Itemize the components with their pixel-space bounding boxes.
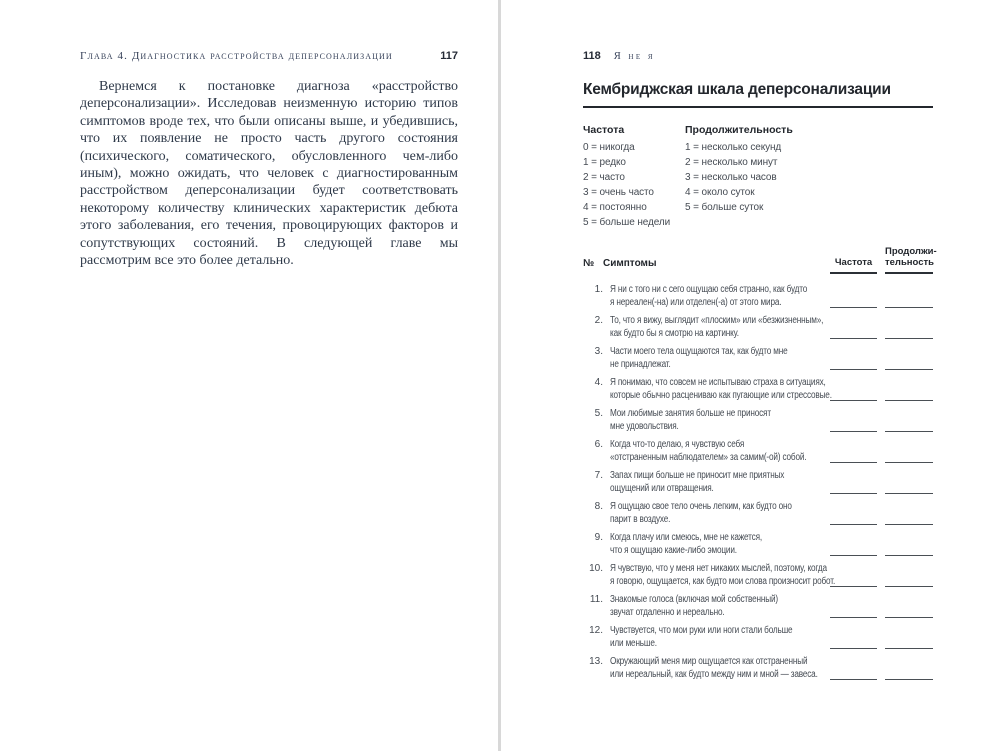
duration-answer-blank <box>885 369 933 370</box>
duration-answer-blank <box>885 586 933 587</box>
frequency-answer-blank <box>830 431 877 432</box>
duration-answer-blank <box>885 493 933 494</box>
symptom-number: 13. <box>589 656 603 667</box>
symptoms-table <box>583 246 937 681</box>
frequency-answer-blank <box>830 648 877 649</box>
chapter-running-title: Глава 4. Диагностика расстройства деперсонализации <box>80 50 393 62</box>
symptom-number: 3. <box>594 346 603 357</box>
legend-item: 0 = никогда <box>583 142 635 153</box>
symptom-number: 5. <box>594 408 603 419</box>
duration-answer-blank <box>885 400 933 401</box>
symptom-text <box>610 531 830 557</box>
symptom-text-line: Я понимаю, что совсем не испытываю страха в ситуациях, <box>610 377 826 388</box>
duration-answer-blank <box>885 679 933 680</box>
running-head-right <box>583 50 933 62</box>
duration-answer-blank <box>885 431 933 432</box>
symptom-text-line: Части моего тела ощущаются так, как будто мне <box>610 346 788 357</box>
symptom-number: 1. <box>594 284 603 295</box>
duration-header-line2: тельность <box>885 256 935 268</box>
duration-column-header <box>885 246 937 274</box>
symptom-text <box>610 345 830 371</box>
symptom-text-line: Окружающий меня мир ощущается как отстраненный <box>610 656 808 667</box>
symptom-text-line: Чувствуется, что мои руки или ноги стали больше <box>610 625 793 636</box>
frequency-answer-blank <box>830 524 877 525</box>
symptom-row <box>583 500 933 526</box>
symptom-row <box>583 345 933 371</box>
symptom-text <box>610 407 830 433</box>
symptom-text-line: Мои любимые занятия больше не приносят <box>610 408 771 419</box>
symptom-row <box>583 469 933 495</box>
legend-item: 5 = больше недели <box>583 217 671 228</box>
frequency-answer-blank <box>830 400 877 401</box>
symptom-text-line: «отстраненным наблюдателем» за самим(-ой) собой. <box>610 452 807 463</box>
duration-legend-items <box>685 140 933 215</box>
frequency-column-header: Частота <box>830 258 877 275</box>
symptom-text-line: Запах пищи больше не приносит мне приятных <box>610 470 785 481</box>
symptom-text <box>610 314 830 340</box>
symptom-number: 11. <box>589 594 603 605</box>
symptom-text-line: Я чувствую, что у меня нет никаких мыслей, поэтому, когда <box>610 563 827 574</box>
symptom-text-line: Я ни с того ни с сего ощущаю себя странно, как будто <box>610 284 808 295</box>
page-left <box>80 50 458 269</box>
symptom-number: 7. <box>594 470 603 481</box>
symptom-text <box>610 438 830 464</box>
frequency-answer-blank <box>830 493 877 494</box>
symptom-row <box>583 593 933 619</box>
symptom-number: 10. <box>589 563 603 574</box>
duration-answer-blank <box>885 555 933 556</box>
duration-answer-blank <box>885 338 933 339</box>
legend-item: 2 = несколько минут <box>685 157 778 168</box>
frequency-answer-blank <box>830 679 877 680</box>
frequency-answer-blank <box>830 555 877 556</box>
duration-answer-blank <box>885 617 933 618</box>
duration-legend-title: Продолжительность <box>685 124 793 136</box>
symptom-text-line: То, что я вижу, выглядит «плоским» или «безжизненным», <box>610 315 824 326</box>
symptom-number: 8. <box>594 501 603 512</box>
page-gutter <box>498 0 501 751</box>
frequency-answer-blank <box>830 586 877 587</box>
symptom-text-line: или меньше. <box>610 638 657 649</box>
legend-item: 1 = несколько секунд <box>685 142 782 153</box>
symptom-row <box>583 531 933 557</box>
symptom-text-line: Когда плачу или смеюсь, мне не кажется, <box>610 532 763 543</box>
duration-header-line1: Продолжи- <box>885 246 937 257</box>
legend-item: 3 = очень часто <box>583 187 654 198</box>
symptom-text-line: или нереальный, как будто между ним и мной — завеса. <box>610 669 818 680</box>
running-head-left <box>80 50 458 62</box>
book-title-running: Я не я <box>613 51 656 62</box>
symptom-rows <box>583 283 933 681</box>
page-number-left: 117 <box>440 50 458 62</box>
symptom-row <box>583 624 933 650</box>
symptom-text-line: которые обычно расцениваю как пугающие или стрессовые. <box>610 390 832 401</box>
symptom-row <box>583 438 933 464</box>
legend-item: 3 = несколько часов <box>685 172 777 183</box>
legend-item: 4 = постоянно <box>583 202 647 213</box>
symptom-text-line: Я ощущаю свое тело очень легким, как будто оно <box>610 501 792 512</box>
symptom-text <box>610 624 830 650</box>
legend <box>583 123 933 230</box>
legend-item: 5 = больше суток <box>685 202 764 213</box>
symptom-text <box>610 283 830 309</box>
page-right <box>583 50 937 681</box>
symptom-row <box>583 655 933 681</box>
symptom-text <box>610 562 836 588</box>
symptom-row <box>583 407 933 433</box>
frequency-answer-blank <box>830 369 877 370</box>
legend-item: 1 = редко <box>583 157 626 168</box>
duration-answer-blank <box>885 462 933 463</box>
frequency-answer-blank <box>830 462 877 463</box>
frequency-answer-blank <box>830 338 877 339</box>
duration-answer-blank <box>885 648 933 649</box>
symptom-text-line: Знакомые голоса (включая мой собственный) <box>610 594 778 605</box>
symptom-text <box>610 376 830 402</box>
symptoms-column-header: Симптомы <box>603 258 657 269</box>
symptom-text-line: мне удовольствия. <box>610 421 679 432</box>
legend-item: 2 = часто <box>583 172 625 183</box>
frequency-answer-blank <box>830 307 877 308</box>
symptom-number: 4. <box>594 377 603 388</box>
body-paragraph: Вернемся к постановке диагноза «расстройство деперсонализации». Исследовав неизменную историю типов симптомов вроде тех, что были описаны выше, и убедившись, что их появление не просто часть другого состояния (психического, соматического, обусловленного чем-либо иным), можно ожидать, что человек с диагностированным расстройством деперсонализации будет соответствовать некоторому количеству клинических характеристик дебюта этого заболевания, его течения, провоцирующих факторов и сопутствующих состояний. В следующей главе мы рассмотрим все это более детально. <box>80 79 458 269</box>
frequency-legend-title: Частота <box>583 124 625 136</box>
frequency-legend <box>583 123 685 230</box>
duration-answer-blank <box>885 307 933 308</box>
duration-answer-blank <box>885 524 933 525</box>
symptom-row <box>583 314 933 340</box>
symptom-text <box>610 500 830 526</box>
symptom-number: 9. <box>594 532 603 543</box>
duration-legend <box>685 123 933 230</box>
symptom-text-line: как будто бы я смотрю на картинку. <box>610 328 739 339</box>
scale-title: Кембриджская шкала деперсонализации <box>583 81 933 108</box>
page-number-right: 118 <box>583 50 601 62</box>
symptom-text-line: не принадлежат. <box>610 359 671 370</box>
frequency-legend-items <box>583 140 685 230</box>
symptom-text <box>610 655 830 681</box>
symptom-number: 12. <box>589 625 603 636</box>
symptom-row <box>583 562 933 588</box>
symptom-row <box>583 376 933 402</box>
legend-item: 4 = около суток <box>685 187 755 198</box>
symptom-text <box>610 469 830 495</box>
frequency-answer-blank <box>830 617 877 618</box>
symptom-text <box>610 593 830 619</box>
symptom-text-line: я говорю, ощущается, как будто мои слова произносит робот. <box>610 576 836 587</box>
table-header <box>583 246 937 274</box>
number-column-header: № <box>583 258 595 269</box>
symptom-text-line: парит в воздухе. <box>610 514 671 525</box>
symptom-row <box>583 283 933 309</box>
symptom-number: 6. <box>594 439 603 450</box>
symptom-text-line: Когда что-то делаю, я чувствую себя <box>610 439 745 450</box>
symptom-number: 2. <box>594 315 603 326</box>
symptom-text-line: ощущений или отвращения. <box>610 483 714 494</box>
symptom-text-line: звучат отдаленно и нереально. <box>610 607 725 618</box>
symptom-text-line: я нереален(-на) или отделен(-а) от этого мира. <box>610 297 782 308</box>
symptom-text-line: что я ощущаю какие-либо эмоции. <box>610 545 737 556</box>
